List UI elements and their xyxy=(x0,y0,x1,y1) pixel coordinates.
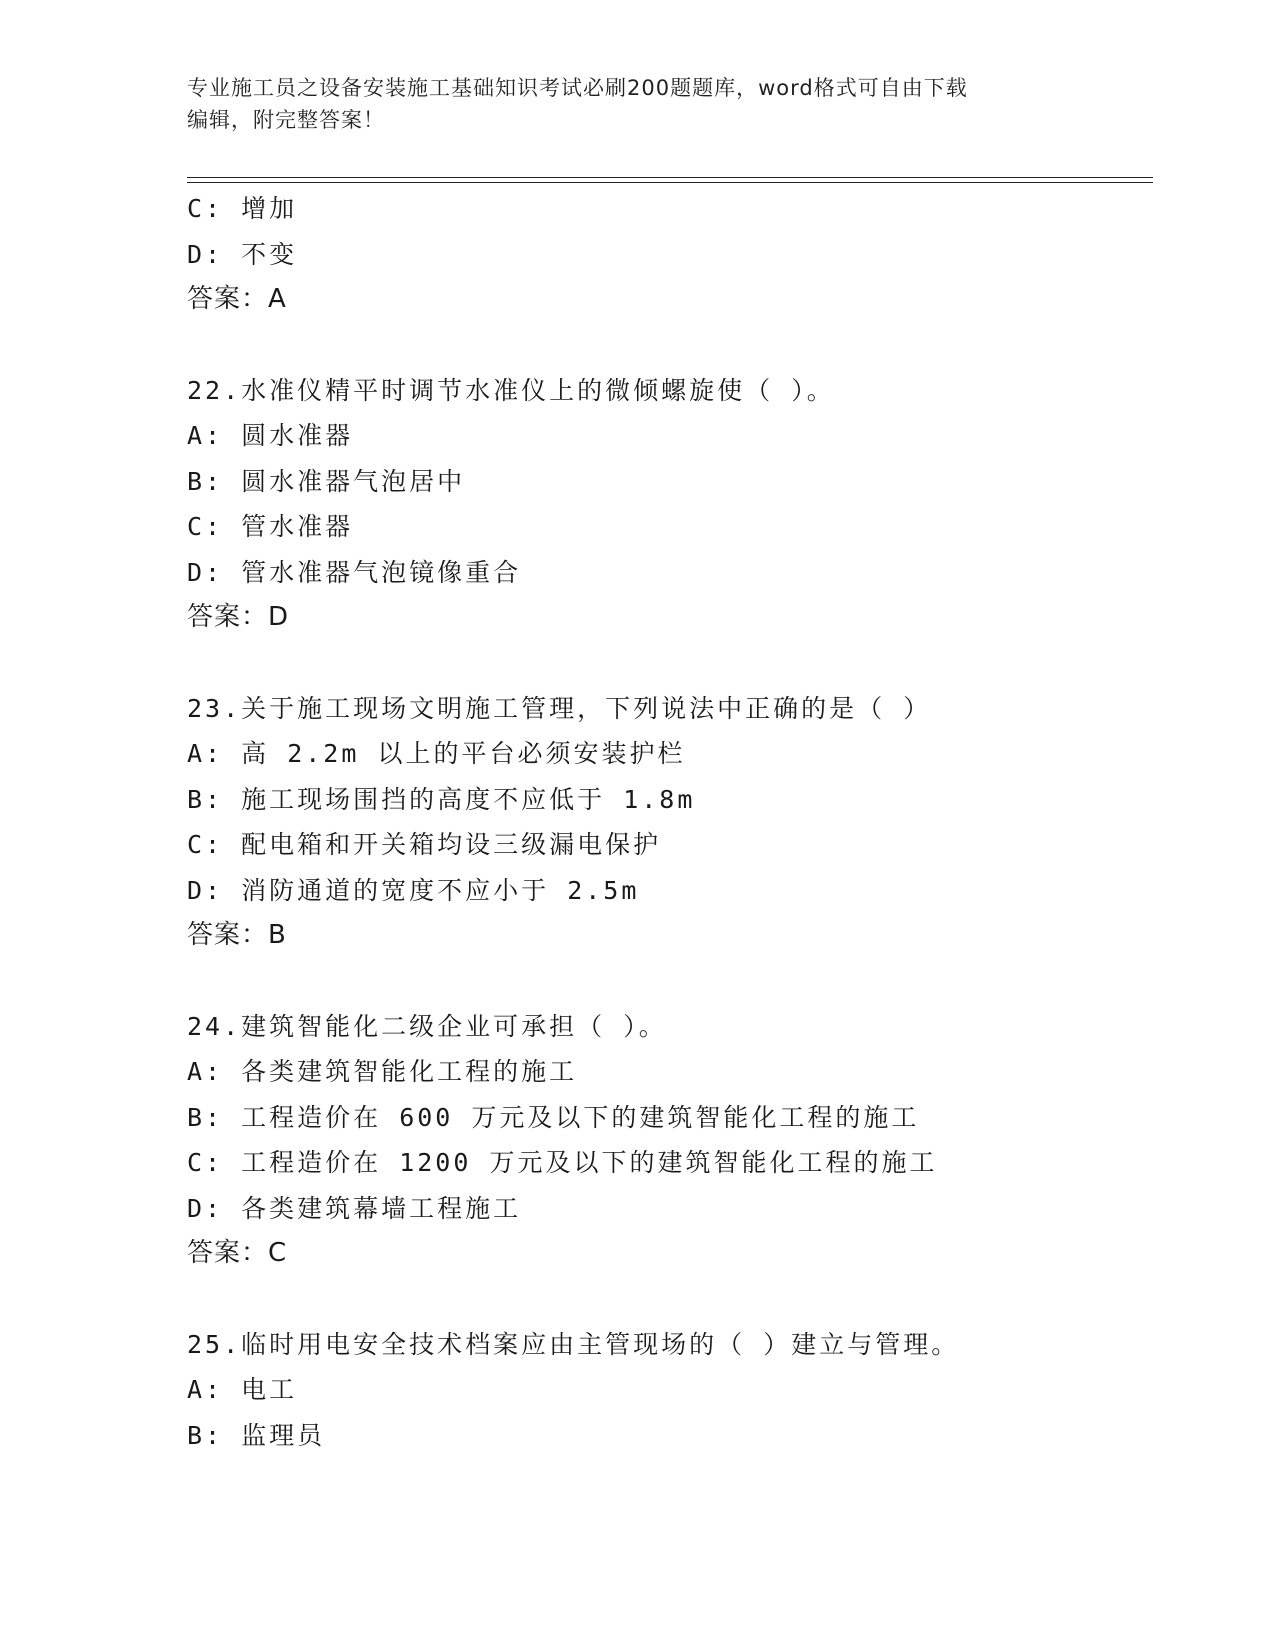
question-list xyxy=(187,186,1147,1458)
question-23 xyxy=(187,686,1147,959)
option-d: D: 消防通道的宽度不应小于 2.5m xyxy=(187,875,640,905)
option-d: D: 各类建筑幕墙工程施工 xyxy=(187,1193,522,1223)
question-stem: 25.临时用电安全技术档案应由主管现场的（ ）建立与管理。 xyxy=(187,1329,960,1359)
question-24 xyxy=(187,1004,1147,1277)
option-b: B: 监理员 xyxy=(187,1420,326,1450)
spacer xyxy=(187,1277,1147,1322)
option-c: C: 配电箱和开关箱均设三级漏电保护 xyxy=(187,830,662,859)
header-divider-top xyxy=(187,177,1153,178)
spacer xyxy=(187,959,1147,1004)
option-b: B: 施工现场围挡的高度不应低于 1.8m xyxy=(187,784,696,814)
question-25 xyxy=(187,1322,1147,1459)
question-22 xyxy=(187,368,1147,641)
option-d: D: 管水准器气泡镜像重合 xyxy=(187,557,522,587)
question-stem: 23.关于施工现场文明施工管理，下列说法中正确的是（ ） xyxy=(187,693,932,723)
option-a: A: 电工 xyxy=(187,1375,298,1404)
option-a: A: 各类建筑智能化工程的施工 xyxy=(187,1057,578,1086)
header-title-line-1: 专业施工员之设备安装施工基础知识考试必刷200题题库，word格式可自由下载 xyxy=(187,76,968,100)
document-header xyxy=(187,72,1087,136)
option-b: B: 圆水准器气泡居中 xyxy=(187,466,466,496)
answer-line: 答案：D xyxy=(187,602,290,632)
header-title-line-2: 编辑，附完整答案！ xyxy=(187,108,385,132)
option-b: B: 工程造价在 600 万元及以下的建筑智能化工程的施工 xyxy=(187,1102,920,1132)
option-a: A: 圆水准器 xyxy=(187,421,354,450)
answer-line: 答案：C xyxy=(187,1238,288,1268)
option-d: D: 不变 xyxy=(187,239,298,269)
question-stem: 24.建筑智能化二级企业可承担（ ）。 xyxy=(187,1011,667,1041)
spacer xyxy=(187,641,1147,686)
header-divider-bottom xyxy=(187,182,1153,183)
answer-line: 答案：A xyxy=(187,284,287,314)
option-c: C: 管水准器 xyxy=(187,512,354,541)
question-21-continued xyxy=(187,186,1147,323)
option-c: C: 增加 xyxy=(187,194,298,223)
option-c: C: 工程造价在 1200 万元及以下的建筑智能化工程的施工 xyxy=(187,1148,938,1177)
option-a: A: 高 2.2m 以上的平台必须安装护栏 xyxy=(187,739,686,768)
answer-line: 答案：B xyxy=(187,920,287,950)
spacer xyxy=(187,323,1147,368)
question-stem: 22.水准仪精平时调节水准仪上的微倾螺旋使（ ）。 xyxy=(187,375,835,405)
